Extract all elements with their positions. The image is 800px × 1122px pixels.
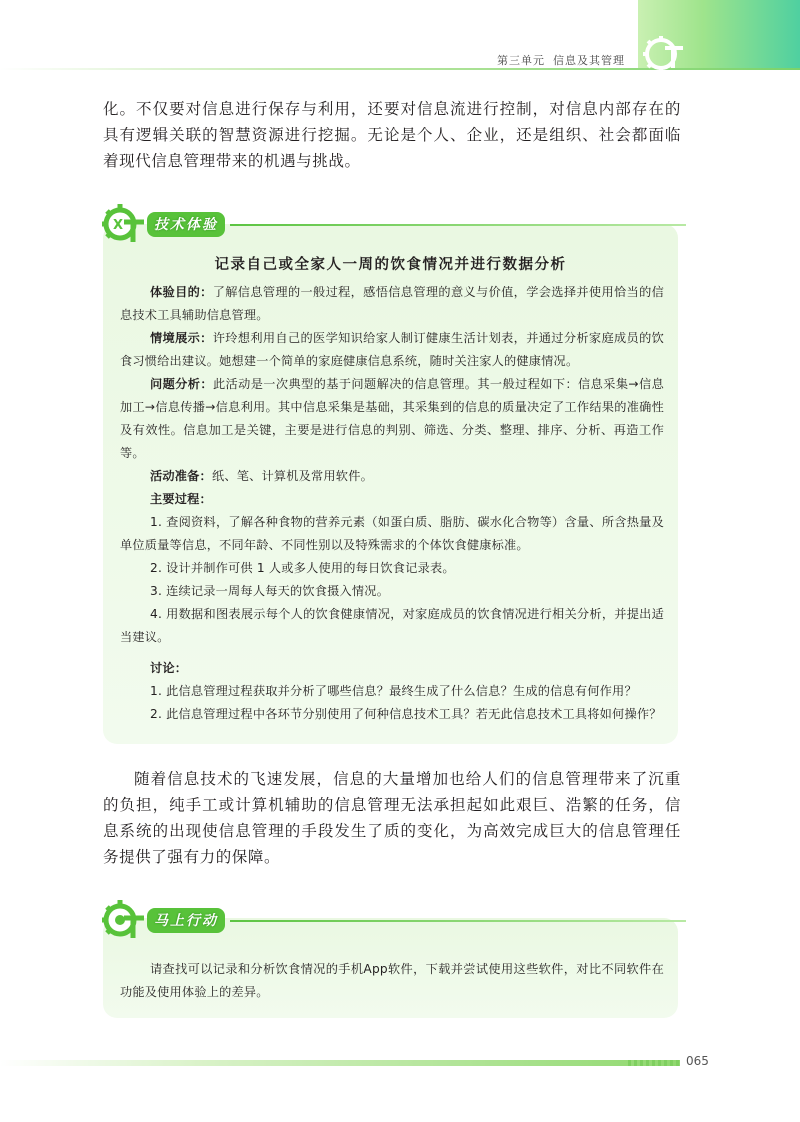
experience-title: 记录自己或全家人一周的饮食情况并进行数据分析 [214, 257, 567, 273]
action-label [100, 896, 686, 942]
process-heading [120, 488, 664, 511]
chapter-title: 信息及其管理 [553, 54, 625, 67]
scenario-text: 许玲想利用自己的医学知识给家人制订健康生活计划表，并通过分析家庭成员的饮食习惯给出建议。她想建一个简单的家庭健康信息系统，随时关注家人的健康情况。 [120, 331, 664, 368]
question-item: 2. 此信息管理过程中各环节分别使用了何种信息技术工具？若无此信息技术工具将如何操作？ [150, 707, 662, 721]
gear-logo-icon [637, 28, 687, 72]
process-label: 主要过程： [150, 492, 212, 506]
purpose-text: 了解信息管理的一般过程，感悟信息管理的意义与价值，学会选择并使用恰当的信息技术工具辅助信息管理。 [120, 285, 664, 322]
question-item: 1. 此信息管理过程获取并分析了哪些信息？最终生成了什么信息？生成的信息有何作用？ [150, 684, 637, 698]
analysis-label: 问题分析： [150, 377, 213, 391]
analysis-text: 此活动是一次典型的基于问题解决的信息管理。其一般过程如下：信息采集→信息加工→信息传播→信息利用。其中信息采集是基础，其采集到的信息的质量决定了工作结果的准确性及有效性。信息加工是关键，主要是进行信息的判别、筛选、分类、整理、排序、分析、再造工作等。 [120, 377, 664, 460]
footer-dash-pattern [628, 1060, 680, 1066]
analysis-paragraph [120, 373, 664, 465]
experience-label-text: 技术体验 [147, 212, 225, 237]
prep-label: 活动准备： [150, 469, 212, 483]
experience-label [100, 200, 686, 246]
step-item: 2. 设计并制作可供 1 人或多人使用的每日饮食记录表。 [150, 561, 455, 575]
unit-label: 第三单元 [497, 54, 545, 67]
svg-text:X: X [113, 218, 124, 233]
intro-paragraph: 化。不仅要对信息进行保存与利用，还要对信息流进行控制，对信息内部存在的具有逻辑关联的智慧资源进行挖掘。无论是个人、企业，还是组织、社会都面临着现代信息管理带来的机遇与挑战。 [103, 100, 681, 170]
running-header [497, 52, 625, 68]
scenario-paragraph [120, 327, 664, 373]
step-item: 1. 查阅资料，了解各种食物的营养元素（如蛋白质、脂肪、碳水化合物等）含量、所含热量及单位质量等信息，不同年龄、不同性别以及特殊需求的个体饮食健康标准。 [120, 515, 664, 552]
discussion-label: 讨论： [150, 661, 188, 675]
prep-text: 纸、笔、计算机及常用软件。 [211, 469, 373, 483]
body-paragraph: 随着信息技术的飞速发展，信息的大量增加也给人们的信息管理带来了沉重的负担，纯手工或计算机辅助的信息管理无法承担起如此艰巨、浩繁的任务，信息系统的出现使信息管理的手段发生了质的变化，为高效完成巨大的信息管理任务提供了强有力的保障。 [103, 770, 681, 866]
label-divider [230, 920, 686, 922]
gear-t-icon [100, 896, 148, 942]
discussion-heading [120, 657, 664, 680]
prep-paragraph [120, 465, 664, 488]
gear-t-icon [100, 200, 148, 246]
footer-divider [0, 1060, 680, 1066]
action-label-text: 马上行动 [147, 908, 225, 933]
scenario-label: 情境展示： [150, 331, 213, 345]
purpose-paragraph [120, 281, 664, 327]
step-item: 3. 连续记录一周每人每天的饮食摄入情况。 [150, 584, 390, 598]
step-item: 4. 用数据和图表展示每个人的饮食健康情况，对家庭成员的饮食情况进行相关分析，并提出适当建议。 [120, 607, 664, 644]
experience-body [120, 281, 664, 726]
page-number: 065 [686, 1054, 709, 1068]
purpose-label: 体验目的： [150, 285, 213, 299]
action-text: 请查找可以记录和分析饮食情况的手机App软件，下载并尝试使用这些软件，对比不同软件在功能及使用体验上的差异。 [120, 962, 664, 999]
label-divider [230, 224, 686, 226]
